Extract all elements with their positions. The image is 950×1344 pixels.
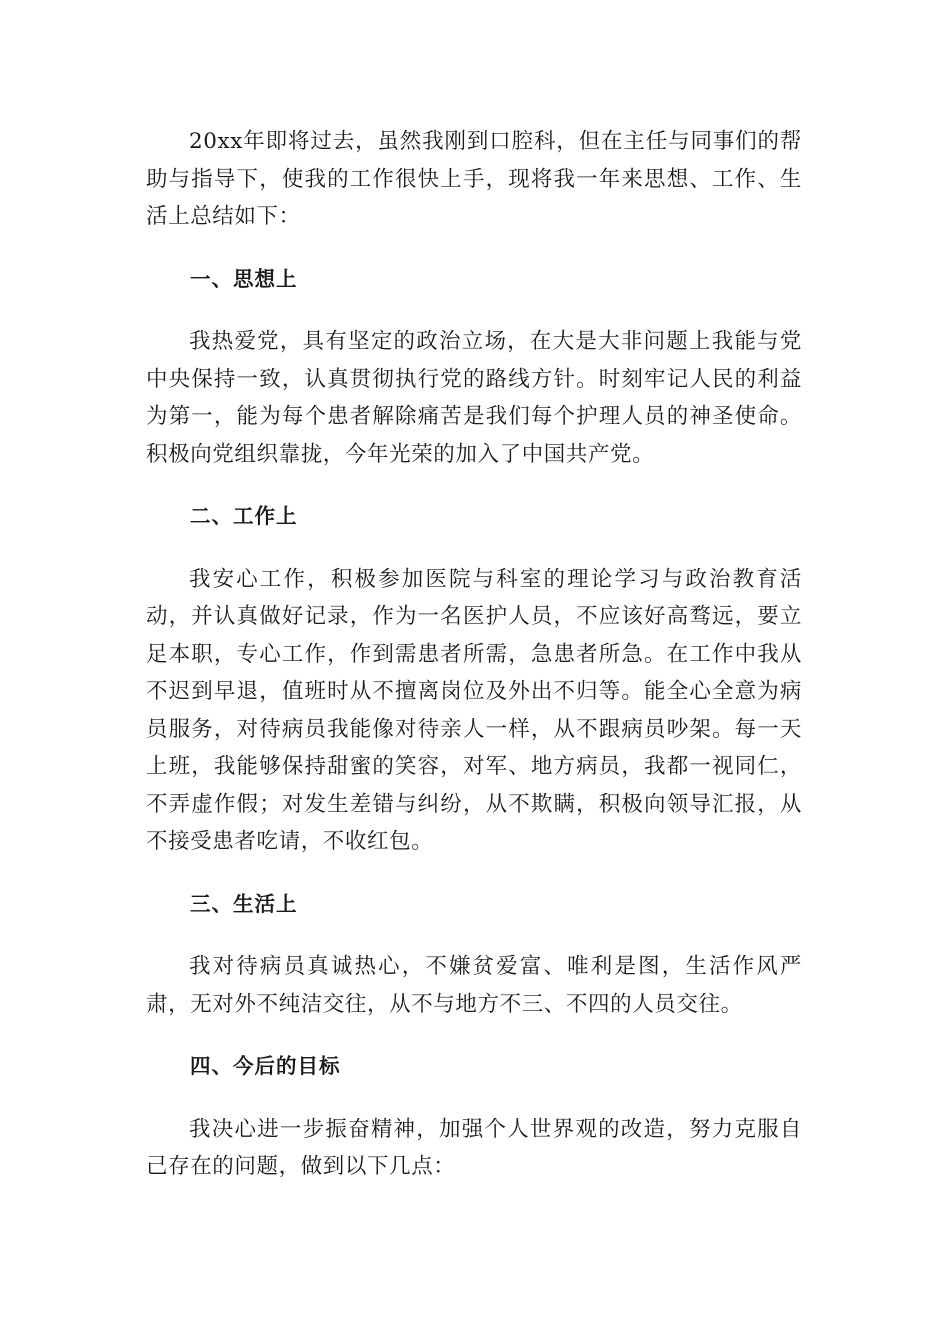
section-heading-thought: 一、思想上 <box>190 266 298 291</box>
section-body-goals: 我决心进一步振奋精神，加强个人世界观的改造，努力克服自己存在的问题，做到以下几点： <box>146 1116 802 1179</box>
section-body-life: 我对待病员真诚热心，不嫌贫爱富、唯利是图，生活作风严肃，无对外不纯洁交往，从不与地方不三、不四的人员交往。 <box>146 954 802 1017</box>
intro-paragraph: 20xx年即将过去，虽然我刚到口腔科，但在主任与同事们的帮助与指导下，使我的工作很快上手，现将我一年来思想、工作、生活上总结如下： <box>146 129 802 229</box>
section-body-thought: 我热爱党，具有坚定的政治立场，在大是大非问题上我能与党中央保持一致，认真贯彻执行党的路线方针。时刻牢记人民的利益为第一，能为每个患者解除痛苦是我们每个护理人员的神圣使命。积极向党组织靠拢，今年光荣的加入了中国共产党。 <box>146 329 802 467</box>
section-heading-goals: 四、今后的目标 <box>190 1054 341 1078</box>
document-body <box>146 123 802 1186</box>
section-body-work: 我安心工作，积极参加医院与科室的理论学习与政治教育活动，并认真做好记录，作为一名医护人员，不应该好高骛远，要立足本职，专心工作，作到需患者所需，急患者所急。在工作中我从不迟到早退，值班时从不擅离岗位及外出不归等。能全心全意为病员服务，对待病员我能像对待亲人一样，从不跟病员吵架。每一天上班，我能够保持甜蜜的笑容，对军、地方病员，我都一视同仁，不弄虚作假；对发生差错与纠纷，从不欺瞒，积极向领导汇报，从不接受患者吃请，不收红包。 <box>146 566 802 854</box>
section-heading-work: 二、工作上 <box>190 504 298 528</box>
section-heading-life: 三、生活上 <box>190 891 298 916</box>
